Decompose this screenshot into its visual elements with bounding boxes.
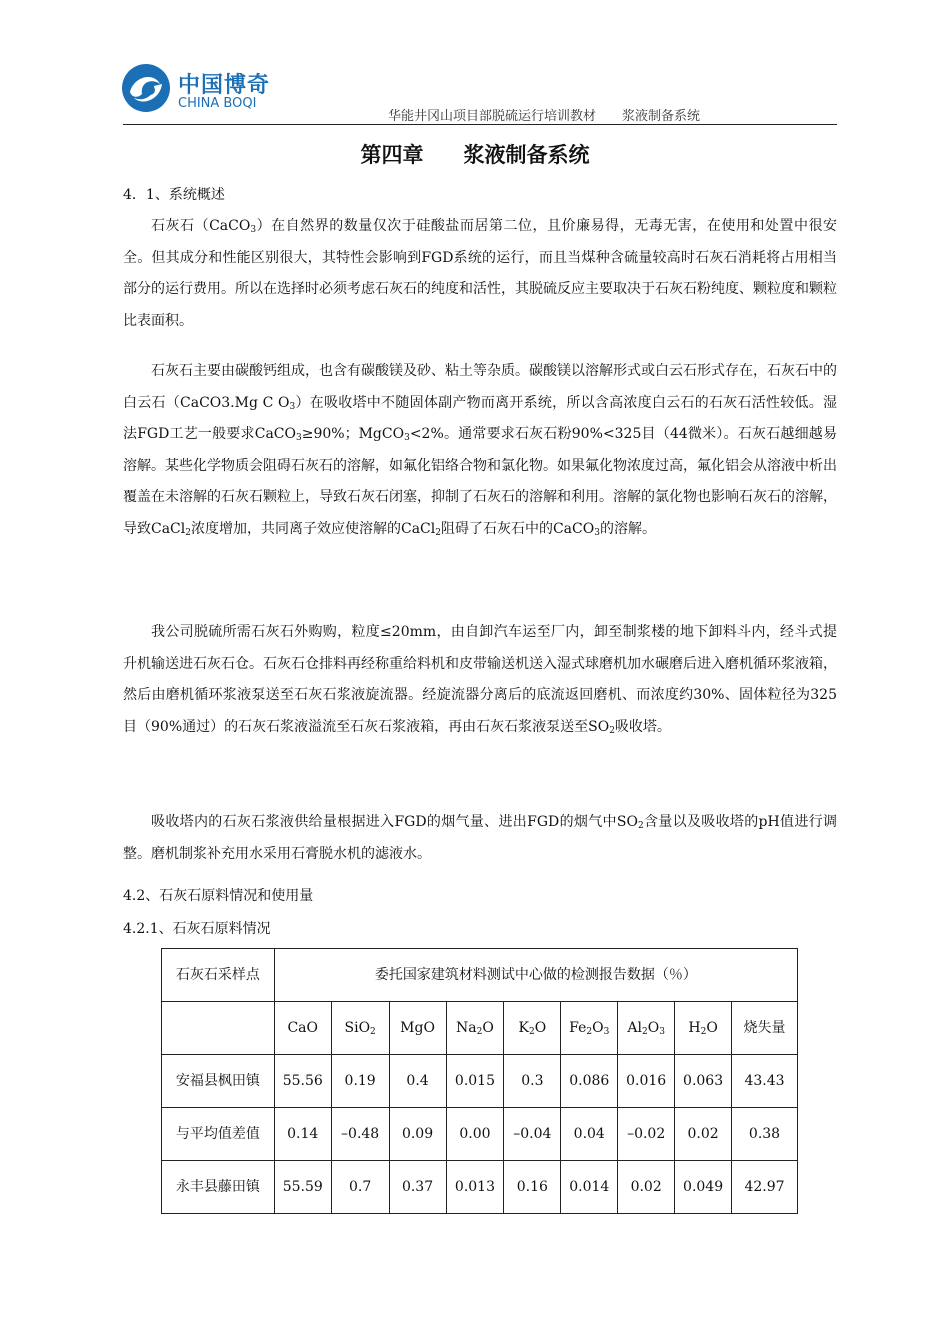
table-column-row <box>162 1002 798 1055</box>
header-doc-title: 华能井冈山项目部脱硫运行培训教材 <box>388 109 597 124</box>
table-cell: 0.013 <box>446 1161 504 1214</box>
table-cell: 43.43 <box>732 1055 798 1108</box>
chapter-number: 第四章 <box>360 143 424 167</box>
table-cell: 0.3 <box>504 1055 561 1108</box>
p3-text-b: 吸收塔。 <box>614 718 671 735</box>
p2-text-b: ）在吸收塔中不随固体副产物而离开系统，所以含高浓度白云石的石灰石活性较低。湿法FGD工艺一般要求CaCO <box>123 394 837 442</box>
table-empty-cell <box>162 1002 275 1055</box>
p3-text-a: 我公司脱硫所需石灰石外购购，粒度≤20mm，由自卸汽车运至厂内，卸至制浆楼的地下卸料斗内，经斗式提升机输送进石灰石仓。石灰石仓排料再经称重给料机和皮带输送机送入湿式球磨机加水碾磨后进入磨机循环浆液箱，然后由磨机循环浆液泵送至石灰石浆液旋流器。经旋流器分离后的底流返回磨机、而浓度约30%、固体粒径为325目（90%通过）的石灰石浆液溢流至石灰石浆液箱，再由石灰石浆液泵送至SO <box>123 624 837 735</box>
table-cell: 0.016 <box>618 1055 675 1108</box>
col-h2o: $H_2O$ <box>675 1002 732 1055</box>
col-fe2o3-sub-a: 2 <box>586 1026 593 1037</box>
col-na2o: $Na_2O$ <box>446 1002 504 1055</box>
row-label: 安福县枫田镇 <box>162 1055 275 1108</box>
col-h2o-sub: 2 <box>700 1026 707 1037</box>
col-al2o3-sub-a: 2 <box>641 1026 648 1037</box>
table-row <box>162 1108 798 1161</box>
table-cell: –0.04 <box>504 1108 561 1161</box>
table-caption-cell: 委托国家建筑材料测试中心做的检测报告数据（％） <box>274 949 797 1002</box>
company-logo <box>120 62 290 122</box>
section-heading-4-1: 4．1、系统概述 <box>123 187 225 203</box>
table-cell: 0.02 <box>675 1108 732 1161</box>
table-row <box>162 1161 798 1214</box>
p2-text-a: 石灰石主要由碳酸钙组成，也含有碳酸镁及砂、粘土等杂质。碳酸镁以溶解形式或白云石形式存在，石灰石中的白云石（CaCO3.Mg C O <box>123 363 837 411</box>
table-cell: 0.086 <box>561 1055 618 1108</box>
p1-text-a: 石灰石（CaCO <box>151 218 251 234</box>
p2-sub-5: 2 <box>435 527 441 538</box>
header-divider <box>123 124 837 125</box>
table-cell: 0.16 <box>504 1161 561 1214</box>
p4-sub-1: 2 <box>637 821 644 831</box>
table-cell: 0.14 <box>274 1108 331 1161</box>
col-fe2o3: $Fe_2O_3$ <box>561 1002 618 1055</box>
section-heading-4-2-1: 4.2.1、石灰石原料情况 <box>123 921 271 937</box>
paragraph-supply <box>123 807 837 870</box>
table-cell: 0.04 <box>561 1108 618 1161</box>
p4-text-b: 含量以及吸收塔的pH值进行调整。磨机制浆补充用水采用石膏脱水机的滤液水。 <box>123 814 838 862</box>
chapter-name: 浆液制备系统 <box>463 143 590 167</box>
logo-chinese-name: 中国博奇 <box>178 73 271 98</box>
limestone-analysis-table <box>161 948 798 1214</box>
table-cell: 0.4 <box>389 1055 446 1108</box>
logo-english-name: CHINA BOQI <box>178 96 257 111</box>
p3-sub-1: 2 <box>609 725 615 736</box>
col-fe2o3-sub-b: 3 <box>603 1026 610 1037</box>
p2-text-f: 阻碍了石灰石中的CaCO <box>440 520 595 537</box>
p2-sub-6: 3 <box>594 527 600 538</box>
p2-sub-2: 3 <box>296 433 302 443</box>
boqi-logo-icon <box>120 62 172 114</box>
table-cell: –0.48 <box>331 1108 389 1161</box>
table-cell: 0.37 <box>389 1161 446 1214</box>
table-cell: 0.38 <box>732 1108 798 1161</box>
header-section: 浆液制备系统 <box>622 109 701 124</box>
col-loss-on-ignition: 烧失量 <box>732 1002 798 1055</box>
table-cell: 55.59 <box>274 1161 331 1214</box>
col-sio2 <box>331 1002 389 1055</box>
paragraph-overview <box>123 211 837 337</box>
table-cell: 55.56 <box>274 1055 331 1108</box>
running-header <box>388 105 700 124</box>
col-na2o-sub: 2 <box>476 1026 483 1037</box>
col-cao: CaO <box>274 1002 331 1055</box>
table-cell: 0.00 <box>446 1108 504 1161</box>
col-mgo: MgO <box>389 1002 446 1055</box>
table-corner-cell: 石灰石采样点 <box>162 949 275 1002</box>
table-cell: 0.063 <box>675 1055 732 1108</box>
p2-text-g: 的溶解。 <box>599 520 656 537</box>
chapter-title <box>0 139 950 169</box>
table-cell: 0.02 <box>618 1161 675 1214</box>
table-cell: 0.19 <box>331 1055 389 1108</box>
col-al2o3-sub-b: 3 <box>659 1026 665 1037</box>
row-label: 与平均值差值 <box>162 1108 275 1161</box>
table-cell: 0.015 <box>446 1055 504 1108</box>
table-cell: 0.7 <box>331 1161 389 1214</box>
p2-text-d: <2%。通常要求石灰石粉90%<325目（44微米）。石灰石越细越易溶解。某些化学物质会阻碍石灰石的溶解，如氟化铝络合物和氯化物。如果氟化物浓度过高，氟化铝会从溶液中析出覆盖在未溶解的石灰石颗粒上，导致石灰石闭塞，抑制了石灰石的溶解和利用。溶解的氯化物也影响石灰石的溶解，导致CaCl <box>123 426 837 537</box>
paragraph-process <box>123 617 837 743</box>
p2-sub-3: 3 <box>404 433 410 443</box>
table-cell: 42.97 <box>732 1161 798 1214</box>
table-row <box>162 1055 798 1108</box>
p4-text-a: 吸收塔内的石灰石浆液供给量根据进入FGD的烟气量、进出FGD的烟气中SO <box>151 814 638 830</box>
col-al2o3: $Al_2O_3$ <box>618 1002 675 1055</box>
table-cell: 0.014 <box>561 1161 618 1214</box>
table-cell: 0.09 <box>389 1108 446 1161</box>
table-cell: 0.049 <box>675 1161 732 1214</box>
section-heading-4-2: 4.2、石灰石原料情况和使用量 <box>123 888 314 904</box>
col-sio2-sub: 2 <box>370 1026 376 1037</box>
p2-text-e: 浓度增加，共同离子效应使溶解的CaCl <box>190 520 436 537</box>
col-sio2-text: SiO <box>344 1019 371 1036</box>
table-cell: –0.02 <box>618 1108 675 1161</box>
p1-sub: 3 <box>250 225 257 235</box>
p2-sub-1: 3 <box>289 401 296 412</box>
table-header-row <box>162 949 798 1002</box>
p1-text-b: ）在自然界的数量仅次于硅酸盐而居第二位，且价廉易得，无毒无害，在使用和处置中很安全。但其成分和性能区别很大，其特性会影响到FGD系统的运行，而且当煤种含硫量较高时石灰石消耗将占用相当部分的运行费用。所以在选择时必须考虑石灰石的纯度和活性，其脱硫反应主要取决于石灰石粉纯度、颗粒度和颗粒比表面积。 <box>123 218 837 329</box>
row-label: 永丰县藤田镇 <box>162 1161 275 1214</box>
col-k2o-sub: 2 <box>528 1026 535 1037</box>
p2-sub-4: 2 <box>185 527 191 538</box>
p2-text-c: ≥90%；MgCO <box>301 426 405 442</box>
col-k2o: $K_2O$ <box>504 1002 561 1055</box>
paragraph-composition <box>123 356 837 545</box>
